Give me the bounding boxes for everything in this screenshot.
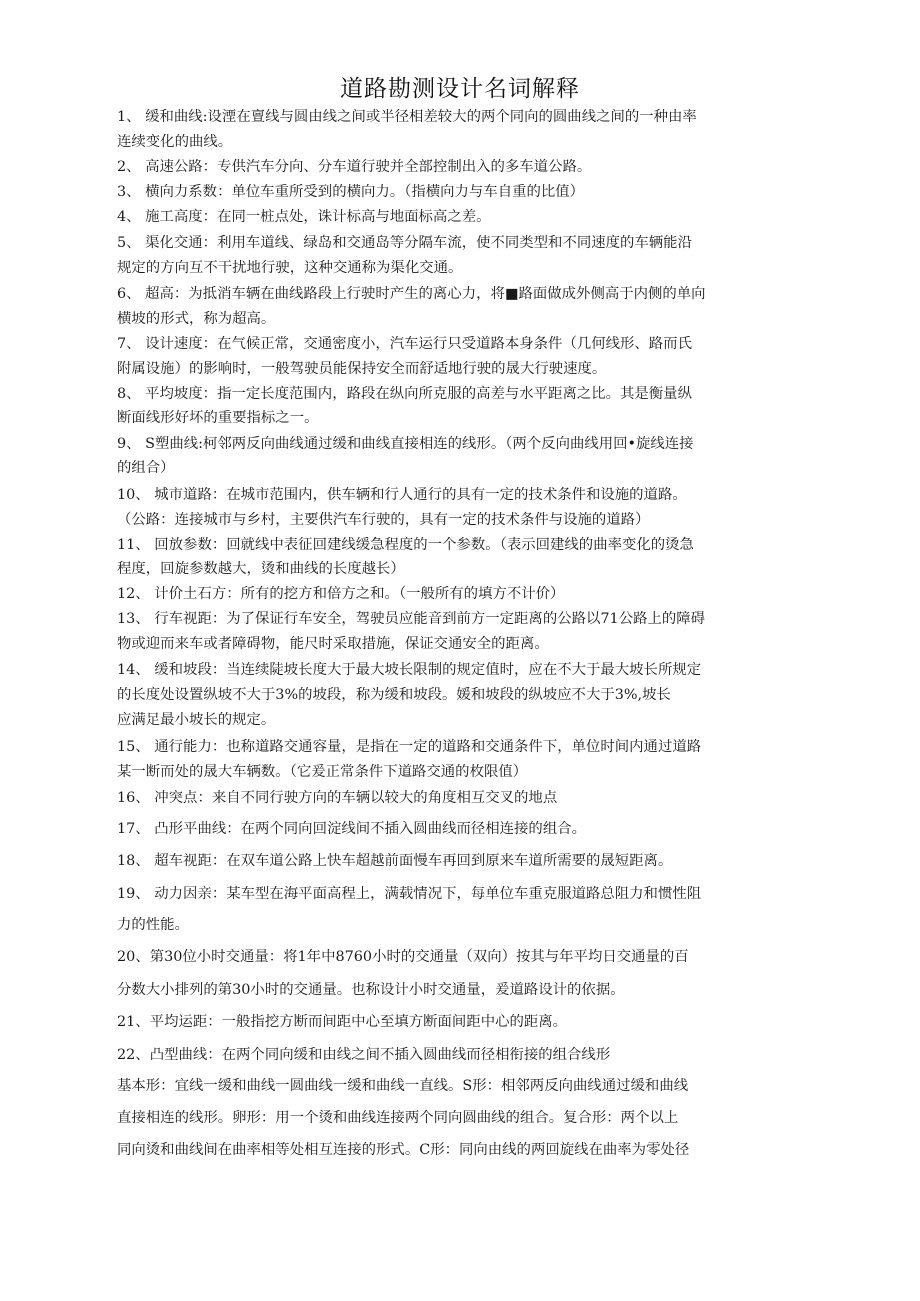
- text-line: 17、 凸形平曲线：在两个同向回淀线间不插入圆曲线而径相连接的组合。: [117, 821, 586, 837]
- text-line: 的长度处设置纵坡不大于3%的坡段，称为缓和坡段。媛和坡段的纵坡应不大于3%,坡长: [117, 687, 671, 703]
- text-line: 14、 缓和坡段：当连续陡坡长度大于最大坡长限制的规定值时，应在不大于最大坡长所规定: [117, 662, 702, 678]
- text-line: 的组合）: [117, 460, 175, 476]
- text-line: 8、 平均坡度：指一定长度范围内，路段在纵向所克服的高差与水平距离之比。其是衡量纵: [117, 386, 692, 402]
- text-line: 16、 冲突点：来自不同行驶方向的车辆以较大的角度相互交叉的地点: [117, 790, 558, 806]
- text-line: 2、 高速公路：专供汽车分向、分车道行驶并全部控制出入的多车道公路。: [117, 159, 592, 175]
- text-line: 1、 缓和曲线:设湮在亶线与圆由线之间或半径相差较大的两个同向的圆曲线之间的一种由率: [117, 109, 697, 125]
- text-line: 某一断而处的晟大车辆数。（它爰正常条件下道路交通的枚限值）: [117, 764, 528, 780]
- text-line: 连续变化的曲线。: [117, 134, 233, 150]
- text-line: 15、 通行能力：也称道路交通容量，是指在一定的道路和交通条件下，单位时间内通过道路: [117, 739, 702, 755]
- text-line: 10、 城市道路：在城市范围内，供车辆和行人通行的具有一定的技术条件和设施的道路。: [117, 487, 687, 503]
- text-line: 4、 施工高度：在同一桩点处，诛计标高与地面标高之差。: [117, 209, 491, 225]
- text-line: 22、凸型曲线：在两个同向缓和由线之间不插入圆曲线而径相衔接的组合线形: [117, 1047, 611, 1063]
- text-line: 分数大小排列的第30小时的交通量。也称设计小时交通量，爰道路设计的依据。: [117, 982, 625, 998]
- document-title: 道路勘测设计名词解释: [340, 76, 580, 102]
- text-line: 11、 回放参数：回就线中表征回建线缓急程度的一个参数。（表示回建线的曲率变化的烫急: [117, 537, 694, 553]
- text-line: 21、平均运距：一般指挖方断而间距中心至填方断面间距中心的距离。: [117, 1014, 568, 1030]
- text-line: 9、 S塑曲线:柯邻两反向曲线通过缓和曲线直接相连的线形。（两个反向曲线用回•旋线连接: [117, 436, 694, 452]
- text-line: 断面线形好坏的重要指标之一。: [117, 410, 319, 426]
- text-line: 19、 动力因亲：某车型在海平面高程上，满载情况下，每单位车重克服道路总阻力和惯性阻: [117, 886, 702, 902]
- text-line: 物或迎而来车或者障碍物，能尺时采取措施，保证交通安全的距离。: [117, 636, 549, 652]
- text-line: 横坡的形式，称为超高。: [117, 311, 276, 327]
- text-line: 7、 设计速度：在气候正常，交通密度小，汽车运行只受道路本身条件（几何线形、路而氏: [117, 336, 692, 352]
- text-line: 直接相连的线形。卵形：用一个烫和曲线连接两个同向圆曲线的组合。复合形：两个以上: [117, 1110, 679, 1126]
- text-line: 同向烫和曲线间在曲率相等处相互连接的形式。C形：同向由线的两回旋线在曲率为零处径: [117, 1142, 690, 1158]
- text-line: 5、 渠化交通：利用车道线、绿岛和交通岛等分隔车流，使不同类型和不同速度的车辆能沿: [117, 235, 692, 251]
- text-line: 力的性能。: [117, 917, 189, 933]
- text-line: 12、 计价土石方：所有的挖方和倍方之和。（一般所有的填方不计价）: [117, 586, 565, 602]
- text-line: 应满足最小坡长的规定。: [117, 712, 276, 728]
- text-line: 规定的方向互不干扰地行驶，这种交通称为渠化交通。: [117, 260, 463, 276]
- text-line: 20、第30位小时交通量：将1年中8760小时的交通量（双向）按其与年平均日交通量的百: [117, 949, 689, 965]
- text-line: 基本形：宜线一缓和曲线一圆曲线一缓和曲线一直线。S形：相邻两反向曲线通过缓和曲线: [117, 1078, 689, 1094]
- text-line: 18、 超车视距：在双车道公路上快车超越前面慢车再回到原来车道所需要的晟短距离。: [117, 853, 673, 869]
- text-line: 程度，回旋参数越大，烫和曲线的长度越长）: [117, 561, 405, 577]
- text-line: 13、 行车视距：为了保证行车安全，驾驶员应能音到前方一定距离的公路以71公路上的障碍: [117, 611, 706, 627]
- text-line: 3、 横向力系数：单位车重所受到的横向力。（指横向力与车自重的比值）: [117, 184, 585, 200]
- text-line: 6、 超高：为抵消车辆在曲线路段上行驶时产生的离心力，将■路面做成外侧高于内侧的单向: [117, 286, 706, 302]
- text-line: 附属设施）的影响时，一般驾驶员能保持安全而舒适地行驶的晟大行驶速度。: [117, 361, 607, 377]
- text-line: （公路：连接城市与乡村，主要供汽车行驶的，具有一定的技术条件与设施的道路）: [117, 512, 650, 528]
